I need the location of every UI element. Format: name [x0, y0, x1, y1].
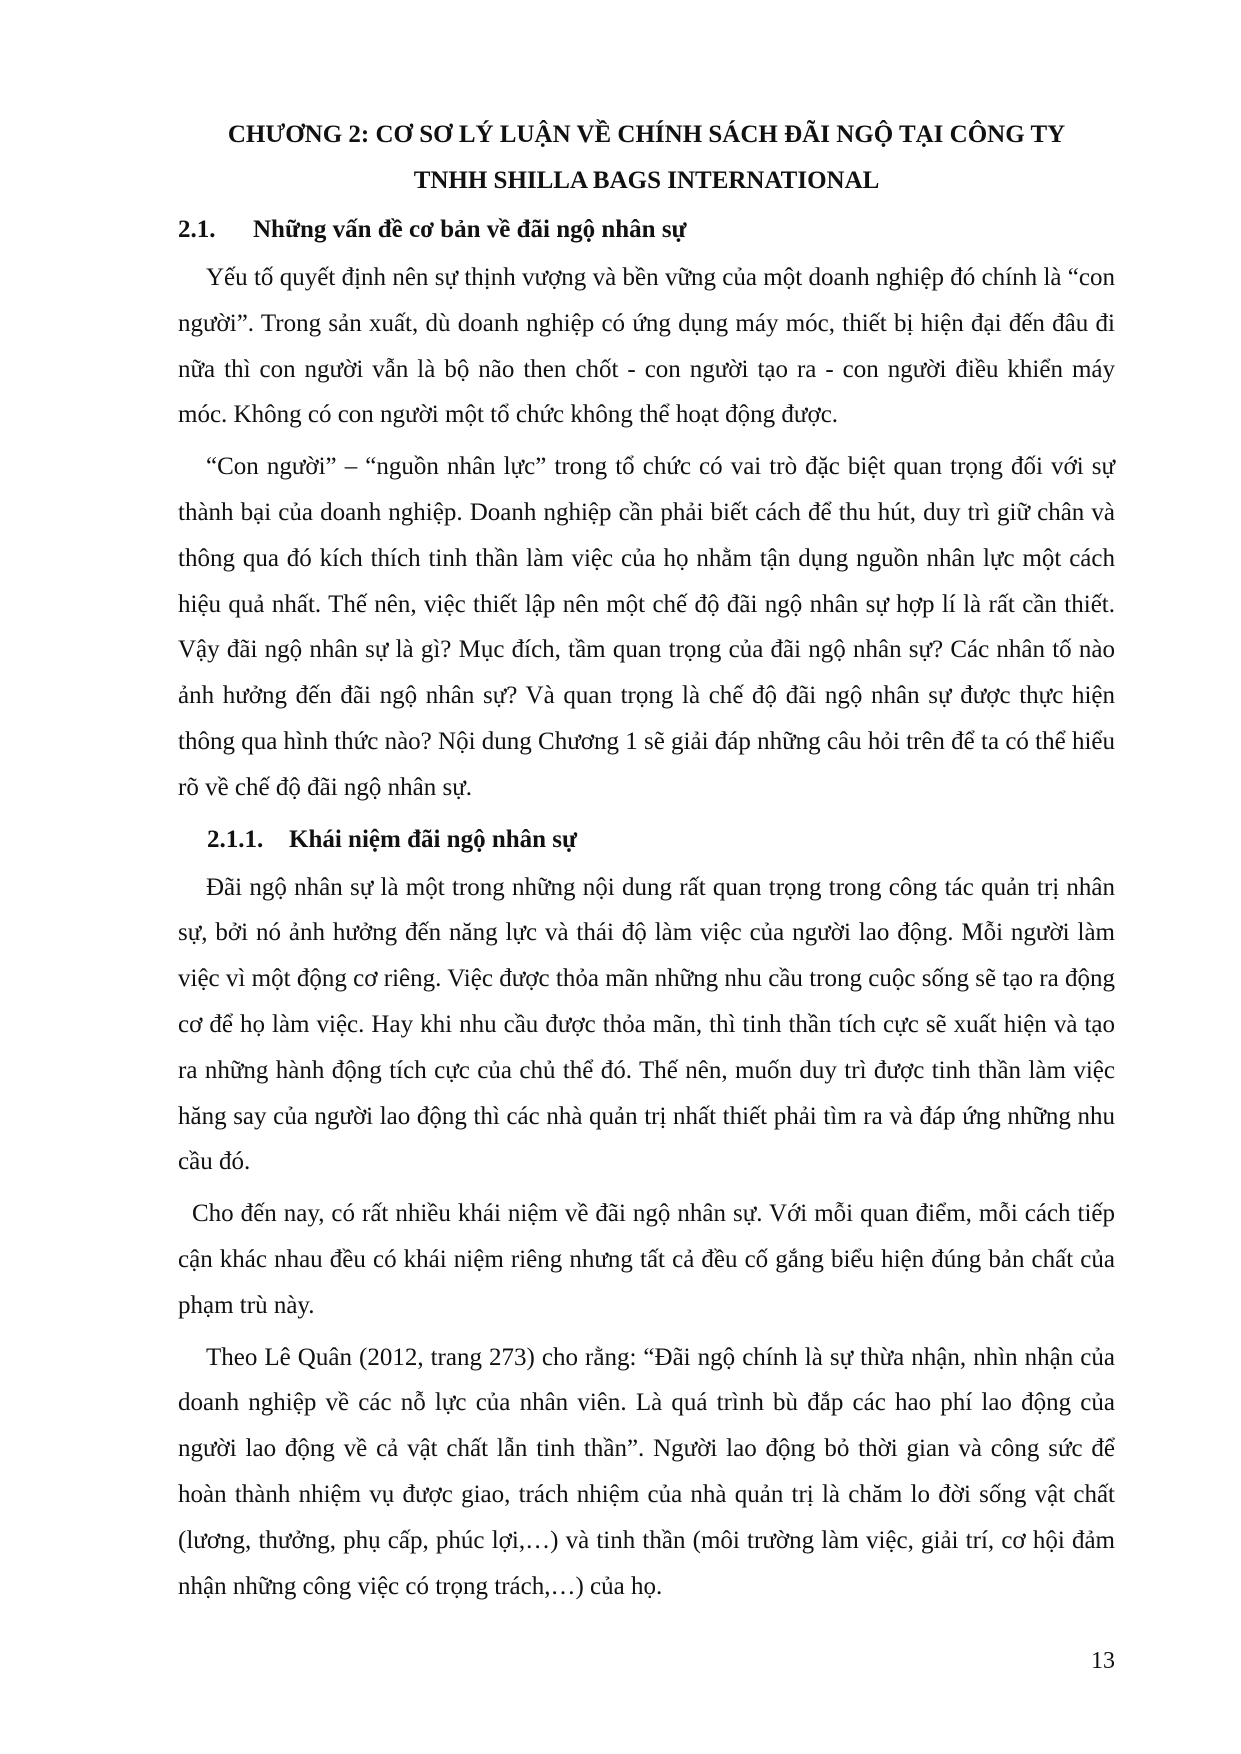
subsection-number: 2.1.1.	[207, 825, 264, 853]
page-number: 13	[1091, 1648, 1115, 1674]
paragraph-2: “Con người” – “nguồn nhân lực” trong tổ chức có vai trò đặc biệt quan trọng đối với sự thành bại của doanh nghiệp. Doanh nghiệp cần phải biết cách để thu hút, duy trì giữ chân và thông qua đó kích thích tinh thần làm việc của họ nhằm tận dụng nguồn nhân lực một cách hiệu quả nhất. Thế nên, việc thiết lập nên một chế độ đãi ngộ nhân sự hợp lí là rất cần thiết. Vậy đãi ngộ nhân sự là gì? Mục đích, tầm quan trọng của đãi ngộ nhân sự? Các nhân tố nào ảnh hưởng đến đãi ngộ nhân sự? Và quan trọng là chế độ đãi ngộ nhân sự được thực hiện thông qua hình thức nào? Nội dung Chương 1 sẽ giải đáp những câu hỏi trên để ta có thể hiểu rõ về chế độ đãi ngộ nhân sự.	[178, 453, 1115, 801]
section-heading-2-1-1	[178, 817, 1115, 863]
chapter-title-line-1: CHƯƠNG 2: CƠ SƠ LÝ LUẬN VỀ CHÍNH SÁCH ĐÃI NGỘ TẠI CÔNG TY	[227, 121, 1066, 148]
chapter-title-line-2: TNHH SHILLA BAGS INTERNATIONAL	[413, 167, 880, 194]
chapter-title	[178, 112, 1115, 204]
page-content	[178, 112, 1115, 1615]
paragraph-1: Yếu tố quyết định nên sự thịnh vượng và bền vững của một doanh nghiệp đó chính là “con người”. Trong sản xuất, dù doanh nghiệp có ứng dụng máy móc, thiết bị hiện đại đến đâu đi nữa thì con người vẫn là bộ não then chốt - con người tạo ra - con người điều khiển máy móc. Không có con người một tổ chức không thể hoạt động được.	[178, 264, 1115, 429]
subsection-title: Khái niệm đãi ngộ nhân sự	[289, 825, 578, 853]
paragraph-5: Theo Lê Quân (2012, trang 273) cho rằng: “Đãi ngộ chính là sự thừa nhận, nhìn nhận của doanh nghiệp về các nỗ lực của nhân viên. Là quá trình bù đắp các hao phí lao động của người lao động về cả vật chất lẫn tinh thần”. Người lao động bỏ thời gian và công sức để hoàn thành nhiệm vụ được giao, trách nhiệm của nhà quản trị là chăm lo đời sống vật chất (lương, thưởng, phụ cấp, phúc lợi,…) và tinh thần (môi trường làm việc, giải trí, cơ hội đảm nhận những công việc có trọng trách,…) của họ.	[178, 1343, 1115, 1600]
section-heading-2-1	[178, 207, 1115, 253]
paragraph-4: Cho đến nay, có rất nhiều khái niệm về đãi ngộ nhân sự. Với mỗi quan điểm, mỗi cách tiếp cận khác nhau đều có khái niệm riêng nhưng tất cả đều cố gắng biểu hiện đúng bản chất của phạm trù này.	[178, 1200, 1115, 1319]
section-number: 2.1.	[178, 216, 216, 243]
section-title: Những vấn đề cơ bản về đãi ngộ nhân sự	[253, 216, 687, 243]
paragraph-3: Đãi ngộ nhân sự là một trong những nội dung rất quan trọng trong công tác quản trị nhân sự, bởi nó ảnh hưởng đến năng lực và thái độ làm việc của người lao động. Mỗi người làm việc vì một động cơ riêng. Việc được thỏa mãn những nhu cầu trong cuộc sống sẽ tạo ra động cơ để họ làm việc. Hay khi nhu cầu được thỏa mãn, thì tinh thần tích cực sẽ xuất hiện và tạo ra những hành động tích cực của chủ thể đó. Thế nên, muốn duy trì được tinh thần làm việc hăng say của người lao động thì các nhà quản trị nhất thiết phải tìm ra và đáp ứng những nhu cầu đó.	[178, 873, 1115, 1176]
